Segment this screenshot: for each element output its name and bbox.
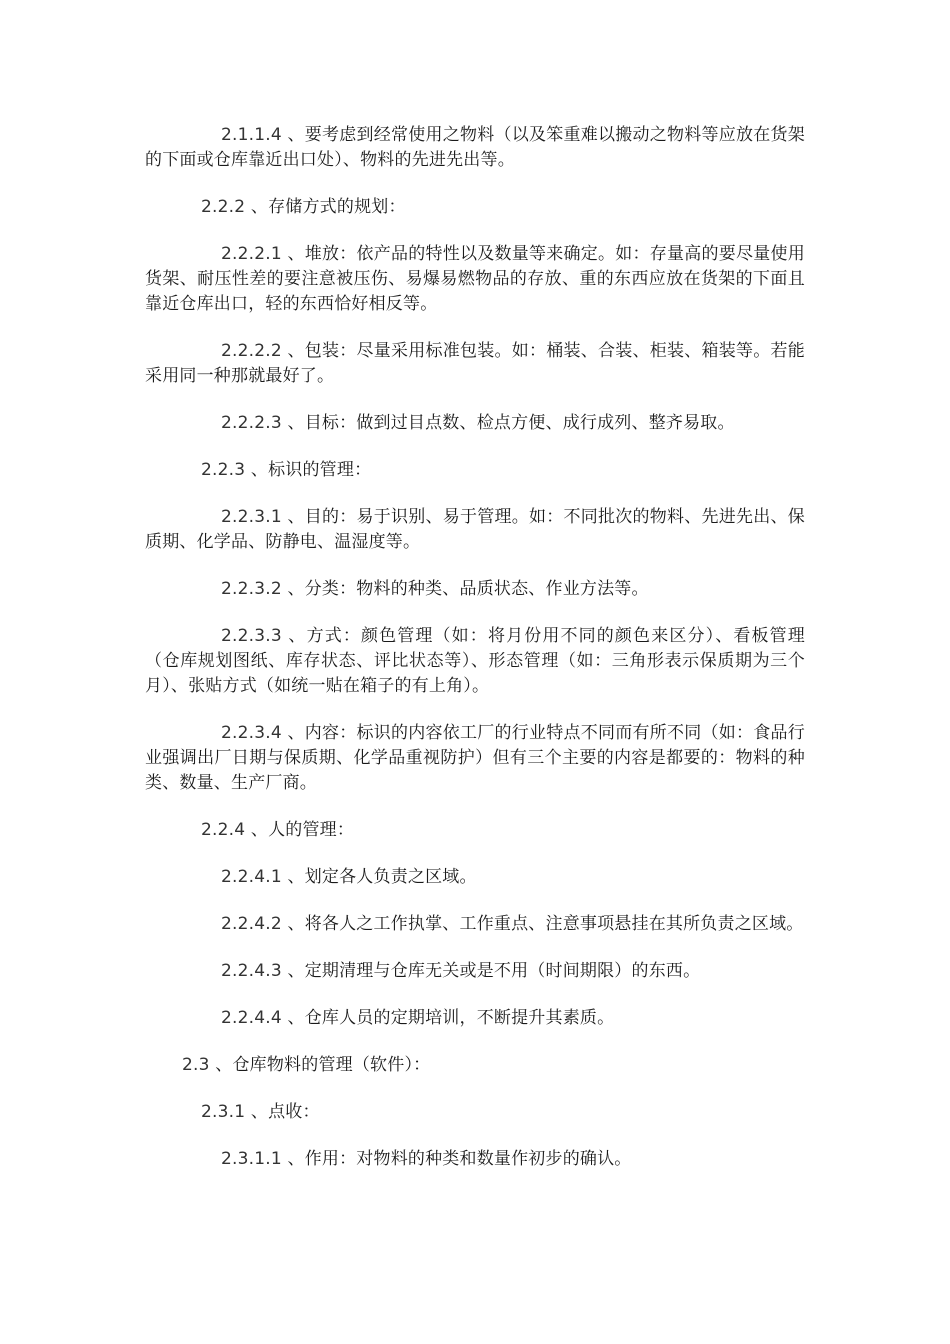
- paragraph-2-2-3-4: [145, 721, 805, 796]
- paragraph-text: 、作用：对物料的种类和数量作初步的确认。: [281, 1149, 632, 1169]
- paragraph-2-2-3-1: [145, 505, 805, 555]
- section-number: 2.2.2.3: [221, 413, 282, 433]
- heading-2-3: [145, 1053, 805, 1078]
- paragraph-text: 、定期清理与仓库无关或是不用（时间期限）的东西。: [281, 961, 701, 981]
- paragraph-text: 、将各人之工作执掌、工作重点、注意事项悬挂在其所负责之区域。: [281, 914, 804, 934]
- paragraph-text: 、堆放：依产品的特性以及数量等来确定。如：存量高的要尽量使用货架、耐压性差的要注意被压伤、易爆易燃物品的存放、重的东西应放在货架的下面且靠近仓库出口，轻的东西恰好相反等。: [145, 244, 805, 314]
- section-number: 2.3: [182, 1055, 210, 1075]
- heading-text: 、存储方式的规划：: [245, 197, 406, 217]
- section-number: 2.2.4.4: [221, 1008, 282, 1028]
- heading-2-2-4: [145, 818, 805, 843]
- section-number: 2.2.4: [201, 820, 246, 840]
- paragraph-text: 、划定各人负责之区域。: [281, 867, 477, 887]
- paragraph-2-2-3-3: [145, 624, 805, 699]
- section-number: 2.2.3.2: [221, 579, 282, 599]
- section-number: 2.2.3.3: [221, 626, 282, 646]
- paragraph-2-2-4-4: [145, 1006, 805, 1031]
- paragraph-text: 、目的：易于识别、易于管理。如：不同批次的物料、先进先出、保质期、化学品、防静电、温湿度等。: [145, 507, 805, 552]
- section-number: 2.2.2: [201, 197, 246, 217]
- paragraph-text: 、内容：标识的内容依工厂的行业特点不同而有所不同（如：食品行业强调出厂日期与保质期、化学品重视防护）但有三个主要的内容是都要的：物料的种类、数量、生产厂商。: [145, 723, 805, 793]
- section-number: 2.2.3.1: [221, 507, 282, 527]
- paragraph-text: 、包装：尽量采用标准包装。如：桶装、合装、柜装、箱装等。若能采用同一种那就最好了。: [145, 341, 805, 386]
- document-body: [145, 123, 805, 1194]
- paragraph-2-2-2-2: [145, 339, 805, 389]
- section-number: 2.2.4.2: [221, 914, 282, 934]
- paragraph-2-2-4-3: [145, 959, 805, 984]
- section-number: 2.3.1.1: [221, 1149, 282, 1169]
- section-number: 2.2.2.2: [221, 341, 282, 361]
- section-number: 2.2.2.1: [221, 244, 282, 264]
- paragraph-2-2-4-2: [145, 912, 805, 937]
- paragraph-text: 、分类：物料的种类、品质状态、作业方法等。: [281, 579, 649, 599]
- heading-text: 、仓库物料的管理（软件）：: [209, 1055, 431, 1075]
- heading-text: 、点收：: [245, 1102, 320, 1122]
- paragraph-text: 、要考虑到经常使用之物料（以及笨重难以搬动之物料等应放在货架的下面或仓库靠近出口处）、物料的先进先出等。: [145, 125, 805, 170]
- paragraph-2-2-4-1: [145, 865, 805, 890]
- paragraph-text: 、仓库人员的定期培训，不断提升其素质。: [281, 1008, 615, 1028]
- heading-text: 、标识的管理：: [245, 460, 372, 480]
- paragraph-2-2-3-2: [145, 577, 805, 602]
- paragraph-text: 、方式：颜色管理（如：将月份用不同的颜色来区分）、看板管理（仓库规划图纸、库存状态、评比状态等）、形态管理（如：三角形表示保质期为三个月）、张贴方式（如统一贴在箱子的有上角）。: [145, 626, 805, 696]
- heading-2-2-3: [145, 458, 805, 483]
- section-number: 2.2.4.1: [221, 867, 282, 887]
- paragraph-2-2-2-1: [145, 242, 805, 317]
- paragraph-2-1-1-4: [145, 123, 805, 173]
- heading-text: 、人的管理：: [245, 820, 355, 840]
- paragraph-2-3-1-1: [145, 1147, 805, 1172]
- section-number: 2.1.1.4: [221, 125, 282, 145]
- heading-2-2-2: [145, 195, 805, 220]
- section-number: 2.2.4.3: [221, 961, 282, 981]
- section-number: 2.3.1: [201, 1102, 246, 1122]
- paragraph-text: 、目标：做到过目点数、检点方便、成行成列、整齐易取。: [281, 413, 735, 433]
- section-number: 2.2.3: [201, 460, 246, 480]
- section-number: 2.2.3.4: [221, 723, 282, 743]
- heading-2-3-1: [145, 1100, 805, 1125]
- paragraph-2-2-2-3: [145, 411, 805, 436]
